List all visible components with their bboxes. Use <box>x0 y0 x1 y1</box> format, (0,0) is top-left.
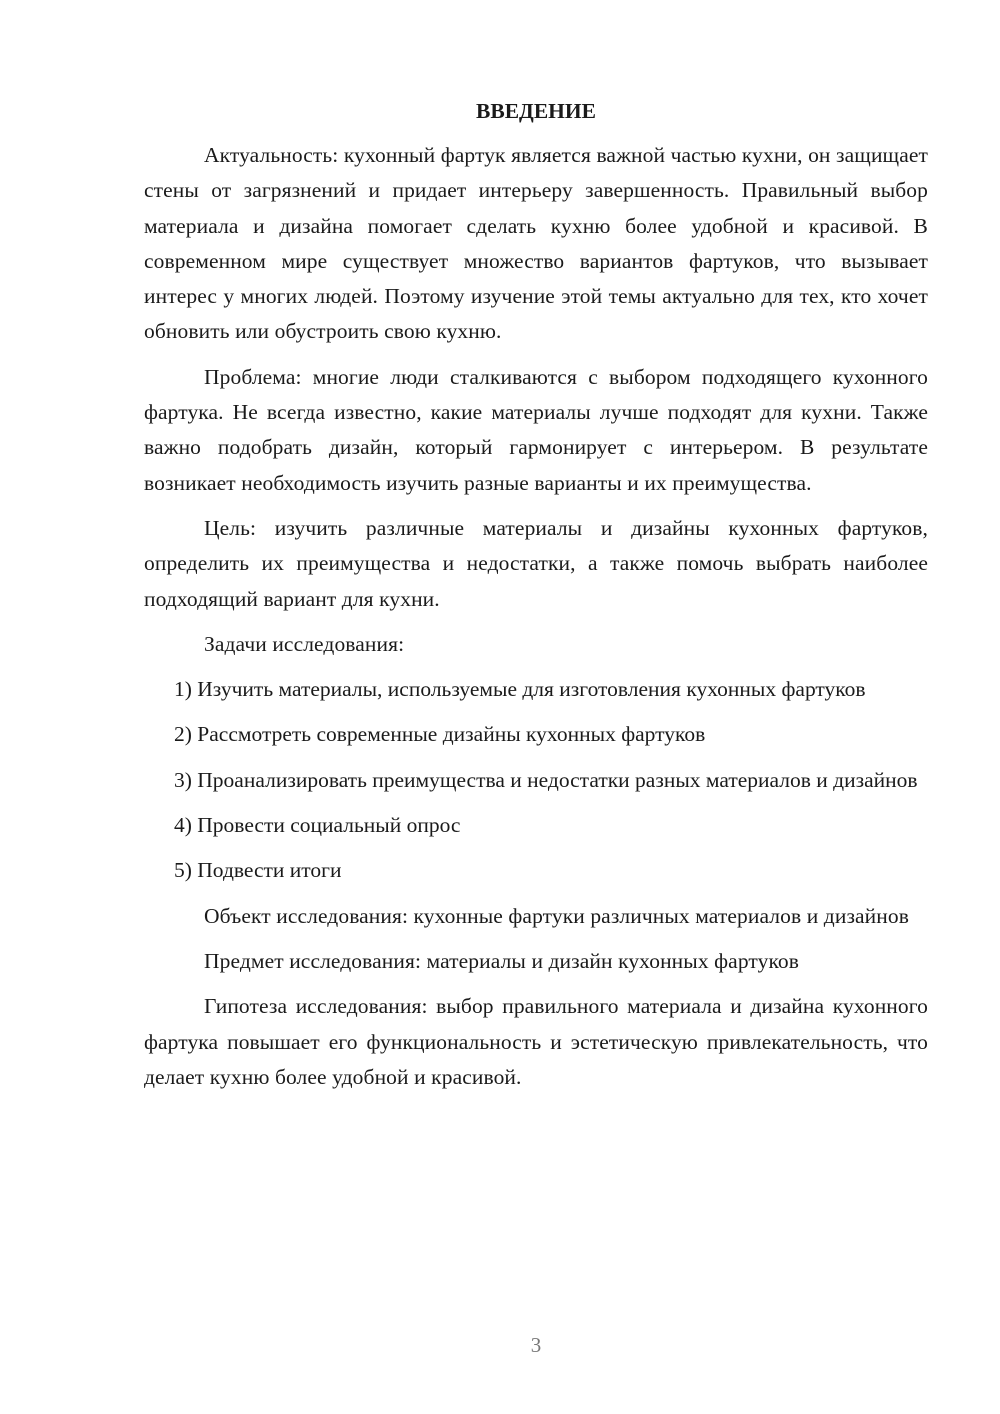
object-paragraph: Объект исследования: кухонные фартуки различных материалов и дизайнов <box>204 903 909 928</box>
task-item: 5) Подвести итоги <box>174 858 342 883</box>
task-item: 2) Рассмотреть современные дизайны кухонных фартуков <box>174 722 706 747</box>
document-page <box>144 94 928 1105</box>
task-item: 1) Изучить материалы, используемые для изготовления кухонных фартуков <box>174 677 866 702</box>
hypothesis-paragraph: Гипотеза исследования: выбор правильного материала и дизайна кухонного фартука повышает его функциональность и эстетическую привлекательность, что делает кухню более удобной и красивой. <box>144 994 928 1089</box>
tasks-heading: Задачи исследования: <box>204 631 405 656</box>
page-number: 3 <box>530 1333 542 1357</box>
relevance-paragraph: Актуальность: кухонный фартук является важной частью кухни, он защищает стены от загрязнений и придает интерьеру завершенность. Правильный выбор материала и дизайна помогает сделать кухню более удобной и красивой. В современном мире существует множество вариантов фартуков, что вызывает интерес у многих людей. Поэтому изучение этой темы актуально для тех, кто хочет обновить или обустроить свою кухню. <box>144 143 928 344</box>
tasks-list <box>144 672 928 888</box>
problem-paragraph: Проблема: многие люди сталкиваются с выбором подходящего кухонного фартука. Не всегда известно, какие материалы лучше подходят для кухни. Также важно подобрать дизайн, который гармонирует с интерьером. В результате возникает необходимость изучить разные варианты и их преимущества. <box>144 364 928 495</box>
section-title: ВВЕДЕНИЕ <box>476 99 596 123</box>
task-item: 4) Провести социальный опрос <box>174 813 461 838</box>
task-item: 3) Проанализировать преимущества и недостатки разных материалов и дизайнов <box>174 767 918 792</box>
subject-paragraph: Предмет исследования: материалы и дизайн кухонных фартуков <box>204 948 800 973</box>
goal-paragraph: Цель: изучить различные материалы и дизайны кухонных фартуков, определить их преимущества и недостатки, а также помочь выбрать наиболее подходящий вариант для кухни. <box>144 515 928 611</box>
